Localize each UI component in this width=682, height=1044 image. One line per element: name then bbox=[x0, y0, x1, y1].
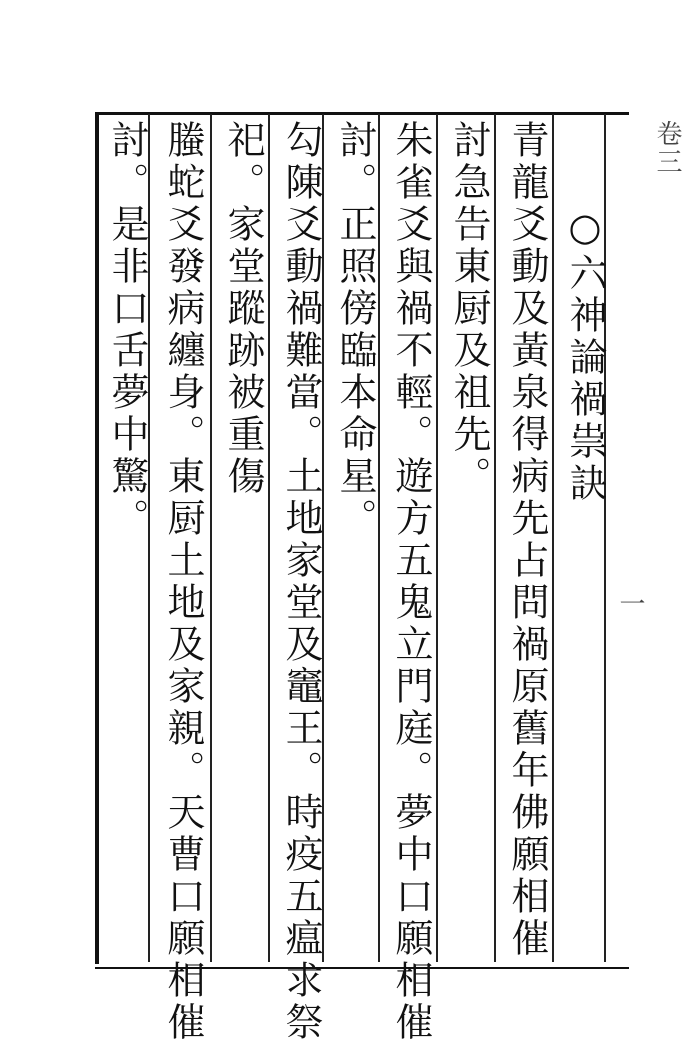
section-heading: ○六神論禍祟訣 bbox=[563, 205, 607, 505]
column-divider bbox=[210, 114, 212, 962]
text-column: 討。是非口舌夢中驚。 bbox=[105, 120, 149, 540]
text-column: 螣蛇爻發病纏身。東厨土地及家親。天曹口願相催 bbox=[161, 120, 205, 1044]
column-divider bbox=[552, 114, 554, 962]
text-column: 青龍爻動及黃泉得病先占問禍原舊年佛願相催 bbox=[505, 120, 549, 960]
frame-left-rule bbox=[95, 112, 99, 964]
text-column: 討。正照傍臨本命星。 bbox=[333, 120, 377, 540]
column-divider bbox=[436, 114, 438, 962]
text-column: 朱雀爻與禍不輕。遊方五鬼立門庭。夢中口願相催 bbox=[389, 120, 433, 1044]
text-column: 勾陳爻動禍難當。土地家堂及竈王。時疫五瘟求祭 bbox=[279, 120, 323, 1044]
text-column: 討急告東厨及祖先。 bbox=[447, 120, 491, 498]
column-divider bbox=[268, 114, 270, 962]
column-divider bbox=[494, 114, 496, 962]
page-marker: 一 bbox=[615, 590, 645, 618]
volume-label: 卷三 bbox=[652, 120, 682, 176]
text-column: 祀。家堂蹤跡被重傷 bbox=[221, 120, 265, 498]
column-divider bbox=[378, 114, 380, 962]
margin-label bbox=[612, 120, 682, 618]
